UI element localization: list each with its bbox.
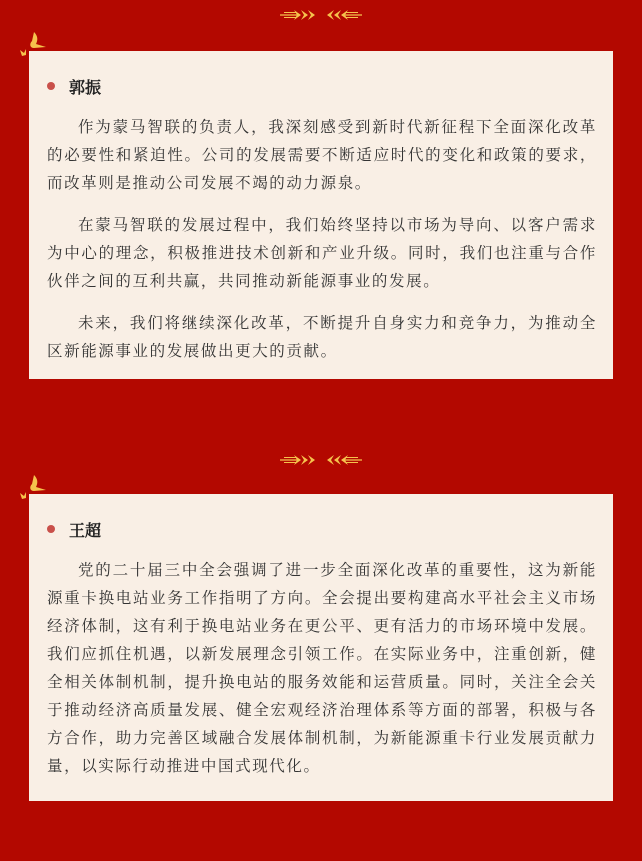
testimonial-card — [29, 51, 613, 379]
bullet-icon — [47, 82, 55, 90]
paragraph: 党的二十届三中全会强调了进一步全面深化改革的重要性，这为新能源重卡换电站业务工作指明了方向。全会提出要构建高水平社会主义市场经济体制，这有利于换电站业务在更公平、更有活力的市场环境中发展。我们应抓住机遇，以新发展理念引领工作。在实际业务中，注重创新，健全相关体制机制，提升换电站的服务效能和运营质量。同时，关注全会关于推动经济高质量发展、健全宏观经济治理体系等方面的部署，积极与各方合作，助力完善区域融合发展体制机制，为新能源重卡行业发展贡献力量，以实际行动推进中国式现代化。 — [47, 561, 597, 775]
wheat-ornament-icon — [280, 8, 362, 22]
paragraph: 作为蒙马智联的负责人，我深刻感受到新时代新征程下全面深化改革的必要性和紧迫性。公司的发展需要不断适应时代的变化和政策的要求，而改革则是推动公司发展不竭的动力源泉。 — [47, 118, 597, 192]
testimonial-card — [29, 494, 613, 801]
person-name: 郭振 — [69, 77, 102, 97]
paragraph: 未来，我们将继续深化改革，不断提升自身实力和竞争力，为推动全区新能源事业的发展做出更大的贡献。 — [47, 314, 597, 360]
person-name: 王超 — [69, 520, 102, 540]
paragraph: 在蒙马智联的发展过程中，我们始终坚持以市场为导向、以客户需求为中心的理念，积极推进技术创新和产业升级。同时，我们也注重与合作伙伴之间的互利共赢，共同推动新能源事业的发展。 — [47, 216, 597, 290]
wheat-ornament-icon — [280, 453, 362, 467]
bullet-icon — [47, 525, 55, 533]
